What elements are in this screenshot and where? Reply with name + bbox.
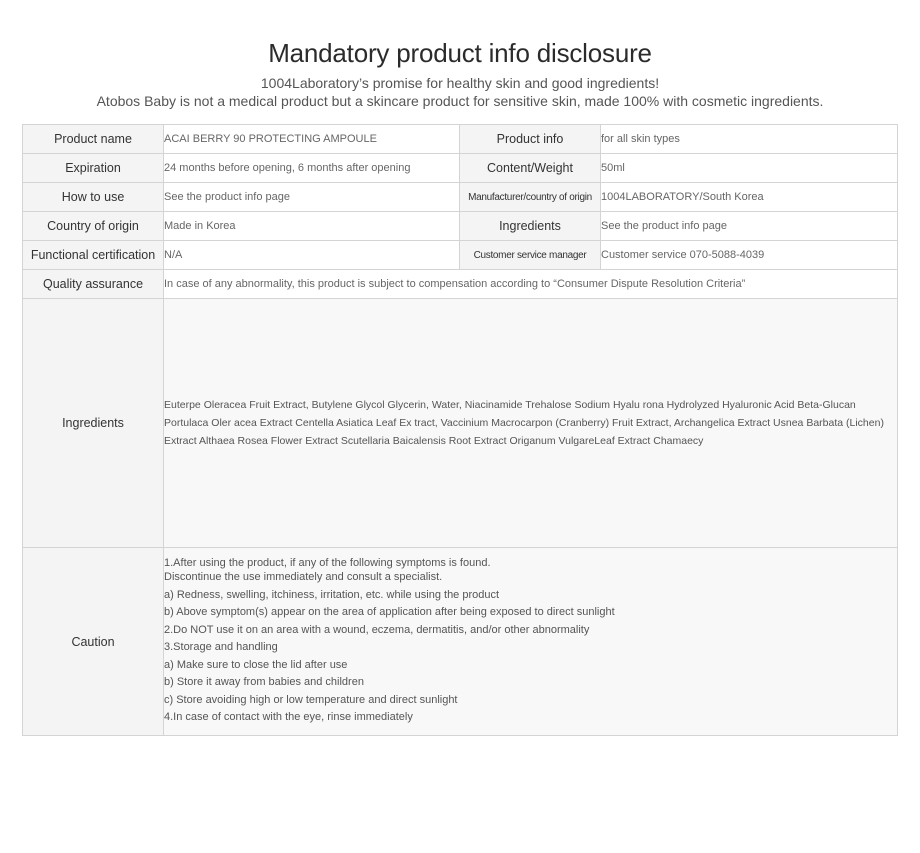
caution-label: Caution — [23, 548, 164, 736]
product-info-label: Product info — [460, 125, 601, 154]
country-of-origin-value: Made in Korea — [164, 212, 460, 241]
page-subtitle-disclaimer: Atobos Baby is not a medical product but a skincare product for sensitive skin, made 100% with cosmetic ingredients. — [96, 93, 824, 109]
product-name-label: Product name — [23, 125, 164, 154]
caution-line: 2.Do NOT use it on an area with a wound, eczema, dermatitis, and/or other abnormality — [164, 623, 590, 636]
product-info-table — [22, 124, 898, 736]
ingredients-short-label: Ingredients — [460, 212, 601, 241]
table-row — [23, 299, 898, 548]
caution-line: Discontinue the use immediately and consult a specialist. — [164, 570, 443, 583]
customer-service-value: Customer service 070-5088-4039 — [601, 241, 898, 270]
manufacturer-label: Manufacturer/country of origin — [460, 183, 601, 212]
table-row — [23, 270, 898, 299]
caution-line: 3.Storage and handling — [164, 641, 278, 653]
caution-line: c) Store avoiding high or low temperature and direct sunlight — [164, 693, 458, 706]
product-name-value: ACAI BERRY 90 PROTECTING AMPOULE — [164, 125, 460, 154]
expiration-value: 24 months before opening, 6 months after opening — [164, 154, 460, 183]
quality-assurance-label: Quality assurance — [23, 270, 164, 299]
caution-line: 4.In case of contact with the eye, rinse immediately — [164, 711, 413, 723]
caution-line: a) Make sure to close the lid after use — [164, 658, 348, 671]
ingredients-text: Euterpe Oleracea Fruit Extract, Butylene Glycol Glycerin, Water, Niacinamide Trehalose Sodium Hyalu rona Hydrolyzed Hyaluronic Acid Beta-Glucan Portulaca Oler acea Extract Centella Asiatica Leaf Ex tract, Vaccinium Macrocarpon (Cranberry) Fruit Extract, Archangelica Extract Usnea Barbata (Lichen) Extract Althaea Rosea Flower Extract Scutellaria Baicalensis Root Extract Origanum VulgareLeaf Extract Chamaecy — [164, 299, 898, 548]
functional-certification-value: N/A — [164, 241, 460, 270]
quality-assurance-value: In case of any abnormality, this product is subject to compensation according to “Consumer Dispute Resolution Criteria” — [164, 270, 898, 299]
content-weight-value: 50ml — [601, 154, 898, 183]
page-subtitle-promise: 1004Laboratory’s promise for healthy skin and good ingredients! — [260, 75, 660, 91]
table-row — [23, 125, 898, 154]
functional-certification-label: Functional certification — [23, 241, 164, 270]
caution-text — [164, 548, 898, 736]
caution-line: b) Store it away from babies and children — [164, 676, 364, 688]
table-row — [23, 183, 898, 212]
caution-line: 1.After using the product, if any of the following symptoms is found. — [164, 556, 491, 569]
table-row — [23, 548, 898, 736]
table-row — [23, 154, 898, 183]
table-row — [23, 241, 898, 270]
caution-line: b) Above symptom(s) appear on the area of application after being exposed to direct sunlight — [164, 606, 615, 618]
country-of-origin-label: Country of origin — [23, 212, 164, 241]
customer-service-label: Customer service manager — [460, 241, 601, 270]
page-title: Mandatory product info disclosure — [268, 38, 652, 68]
expiration-label: Expiration — [23, 154, 164, 183]
ingredients-label: Ingredients — [23, 299, 164, 548]
product-info-value: for all skin types — [601, 125, 898, 154]
caution-line: a) Redness, swelling, itchiness, irritation, etc. while using the product — [164, 588, 500, 601]
ingredients-short-value: See the product info page — [601, 212, 898, 241]
manufacturer-value: 1004LABORATORY/South Korea — [601, 183, 898, 212]
content-weight-label: Content/Weight — [460, 154, 601, 183]
how-to-use-label: How to use — [23, 183, 164, 212]
table-row — [23, 212, 898, 241]
how-to-use-value: See the product info page — [164, 183, 460, 212]
